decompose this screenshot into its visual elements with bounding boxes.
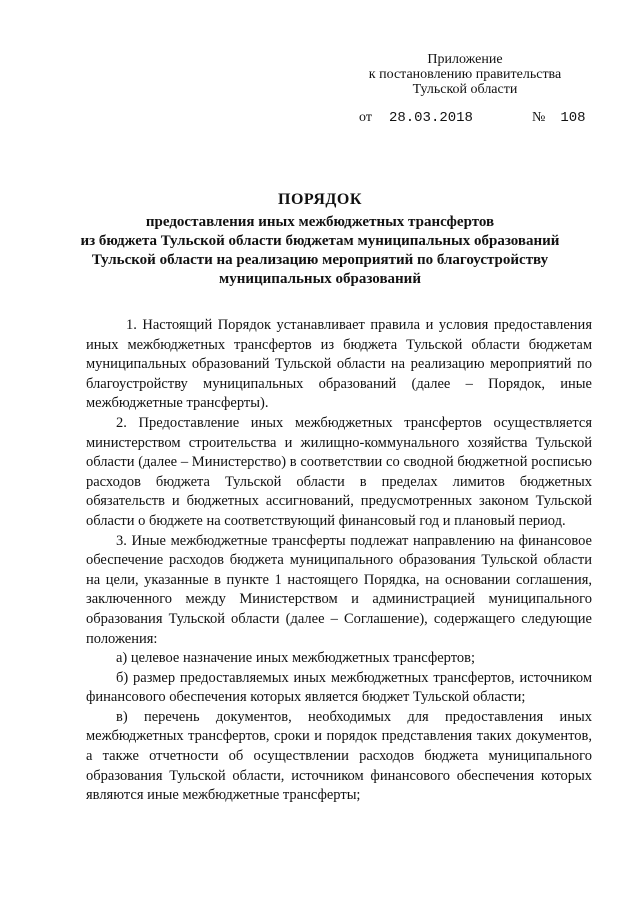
paragraph-3a: а) целевое назначение иных межбюджетных трансфертов; bbox=[116, 650, 475, 667]
resolution-meta bbox=[359, 110, 599, 126]
document-body bbox=[86, 316, 592, 806]
paragraph-3: 3. Иные межбюджетные трансферты подлежат направлению на финансовое обеспечение расходов бюджета муниципального образования Тульской области на цели, указанные в пункте 1 настоящего Порядка, на основании соглашения, заключенного между Министерством и администрацией муниципального образования Тульской области (далее – Соглашение), содержащего следующие положения: bbox=[86, 532, 592, 647]
appendix-line: Тульской области bbox=[412, 82, 518, 97]
appendix-header bbox=[340, 52, 590, 97]
appendix-line: Приложение bbox=[427, 52, 503, 67]
title-subtitle-line: предоставления иных межбюджетных трансфертов bbox=[145, 214, 495, 230]
title-subtitle-line: Тульской области на реализацию мероприятий по благоустройству bbox=[91, 252, 549, 268]
paragraph-3b: б) размер предоставляемых иных межбюджетных трансфертов, источником финансового обеспечения которых является бюджет Тульской области; bbox=[86, 669, 592, 706]
resolution-date: 28.03.2018 bbox=[388, 110, 473, 126]
document-title bbox=[60, 190, 580, 289]
paragraph-2: 2. Предоставление иных межбюджетных трансфертов осуществляется министерством строительства и жилищно-коммунального хозяйства Тульской области (далее – Министерство) в соответствии со сводной бюджетной росписью расходов бюджета Тульской области в пределах лимитов бюджетных обязательств и бюджетных ассигнований, предусмотренных законом Тульской области о бюджете на соответствующий финансовый год и плановый период. bbox=[86, 414, 592, 529]
paragraph-3c: в) перечень документов, необходимых для предоставления иных межбюджетных трансфертов, сроки и порядок представления таких документов, а также отчетности об осуществлении расходов бюджета муниципального образования Тульской области, источником финансового обеспечения которых являются иные межбюджетные трансферты; bbox=[86, 708, 592, 804]
title-subtitle-line: из бюджета Тульской области бюджетам муниципальных образований bbox=[80, 233, 560, 249]
title-subtitle-line: муниципальных образований bbox=[219, 271, 421, 287]
appendix-line: к постановлению правительства bbox=[368, 67, 562, 82]
date-prefix: от bbox=[359, 110, 372, 125]
title-main: ПОРЯДОК bbox=[278, 191, 362, 208]
resolution-number: 108 bbox=[560, 110, 586, 126]
paragraph-1: 1. Настоящий Порядок устанавливает правила и условия предоставления иных межбюджетных трансфертов из бюджета Тульской области бюджетам муниципальных образований Тульской области на реализацию мероприятий по благоустройству муниципальных образований (далее – Порядок, иные межбюджетные трансферты). bbox=[86, 317, 592, 412]
number-prefix: № bbox=[531, 110, 546, 125]
